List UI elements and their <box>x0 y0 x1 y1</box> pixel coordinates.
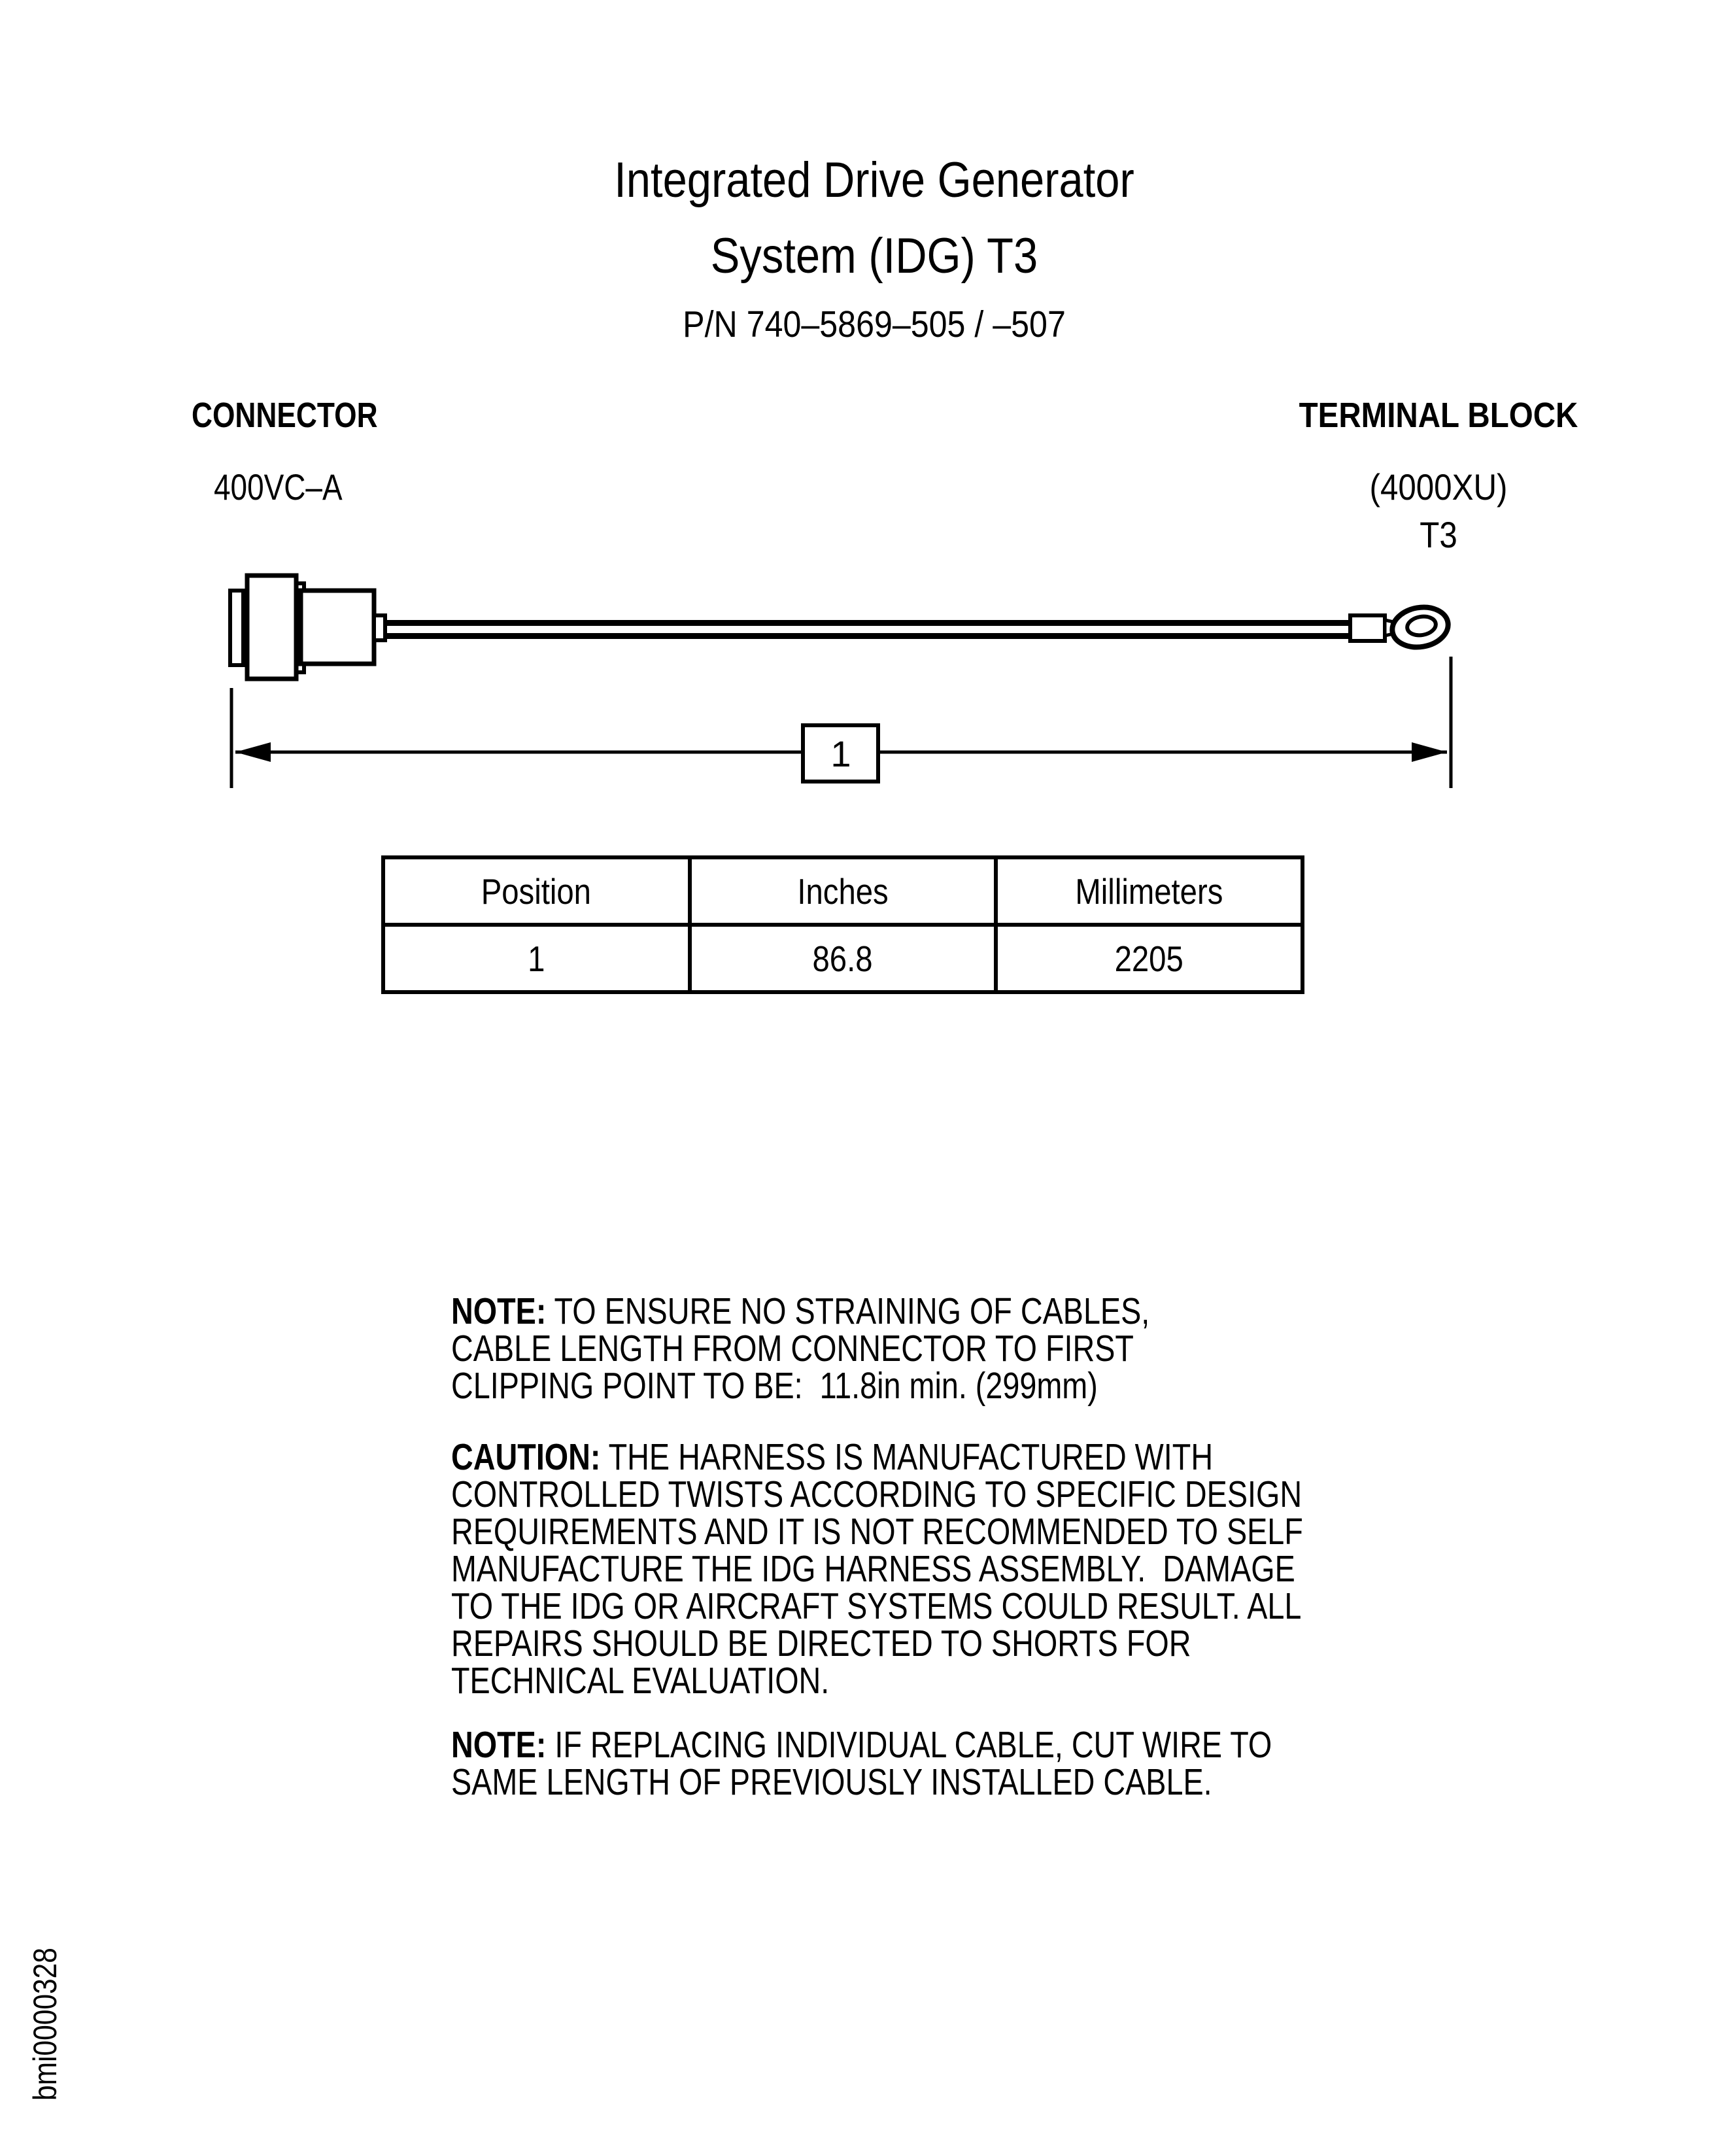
connector-id: 400VC–A <box>214 466 343 508</box>
terminal-block-label: TERMINAL BLOCK <box>1299 396 1578 435</box>
arrowhead-right-icon <box>1412 742 1447 762</box>
note2-prefix: NOTE: <box>451 1724 547 1766</box>
harness-diagram <box>177 556 1523 811</box>
dimension-line <box>231 657 1451 788</box>
cable-drawing <box>383 620 1352 639</box>
table-cell-inches: 86.8 <box>690 925 996 992</box>
arrowhead-left-icon <box>235 742 271 762</box>
table-row <box>383 925 1302 992</box>
part-number: P/N 740–5869–505 / –507 <box>683 303 1066 345</box>
connector-label: CONNECTOR <box>192 396 378 435</box>
table-header-millimeters: Millimeters <box>996 857 1302 925</box>
note-prefix: NOTE: <box>451 1290 547 1332</box>
table-header-position: Position <box>383 857 690 925</box>
page-title: Integrated Drive Generator <box>614 152 1134 208</box>
connector-face <box>230 591 243 665</box>
caution-harness: CAUTION: THE HARNESS IS MANUFACTURED WITH CONTROLLED TWISTS ACCORDING TO SPECIFIC DESIGN REQUIREMENTS AND IT IS NOT RECOMMENDED TO SELF MANUFACTURE THE IDG HARNESS ASSEMBLY. DAMAGE TO THE IDG OR AIRCRAFT SYSTEMS COULD RESULT. ALL REPAIRS SHOULD BE DIRECTED TO SHORTS FOR TECHNICAL EVALUATION. <box>451 1436 1303 1702</box>
connector-drawing <box>230 576 385 679</box>
table-cell-position: 1 <box>383 925 690 992</box>
terminal-block-id: (4000XU) <box>1369 466 1508 508</box>
note-cable-length: NOTE: TO ENSURE NO STRAINING OF CABLES, CABLE LENGTH FROM CONNECTOR TO FIRST CLIPPING POINT TO BE: 11.8in min. (299mm) <box>451 1290 1150 1407</box>
doc-id-vertical: bmi0000328 <box>27 1948 63 2101</box>
ring-terminal-drawing <box>1350 603 1452 651</box>
page-subtitle: System (IDG) T3 <box>710 228 1038 284</box>
table-header-inches: Inches <box>690 857 996 925</box>
dimension-callout-label: 1 <box>830 733 851 774</box>
table-header-row <box>383 857 1302 925</box>
connector-body <box>301 591 374 664</box>
terminal-block-position: T3 <box>1420 514 1457 555</box>
caution-prefix: CAUTION: <box>451 1436 601 1478</box>
dimensions-table <box>381 855 1304 994</box>
note-replacing-cable: NOTE: IF REPLACING INDIVIDUAL CABLE, CUT WIRE TO SAME LENGTH OF PREVIOUSLY INSTALLED CABLE. <box>451 1724 1272 1803</box>
terminal-barrel <box>1350 615 1385 641</box>
table-cell-millimeters: 2205 <box>996 925 1302 992</box>
connector-flange <box>247 576 296 679</box>
